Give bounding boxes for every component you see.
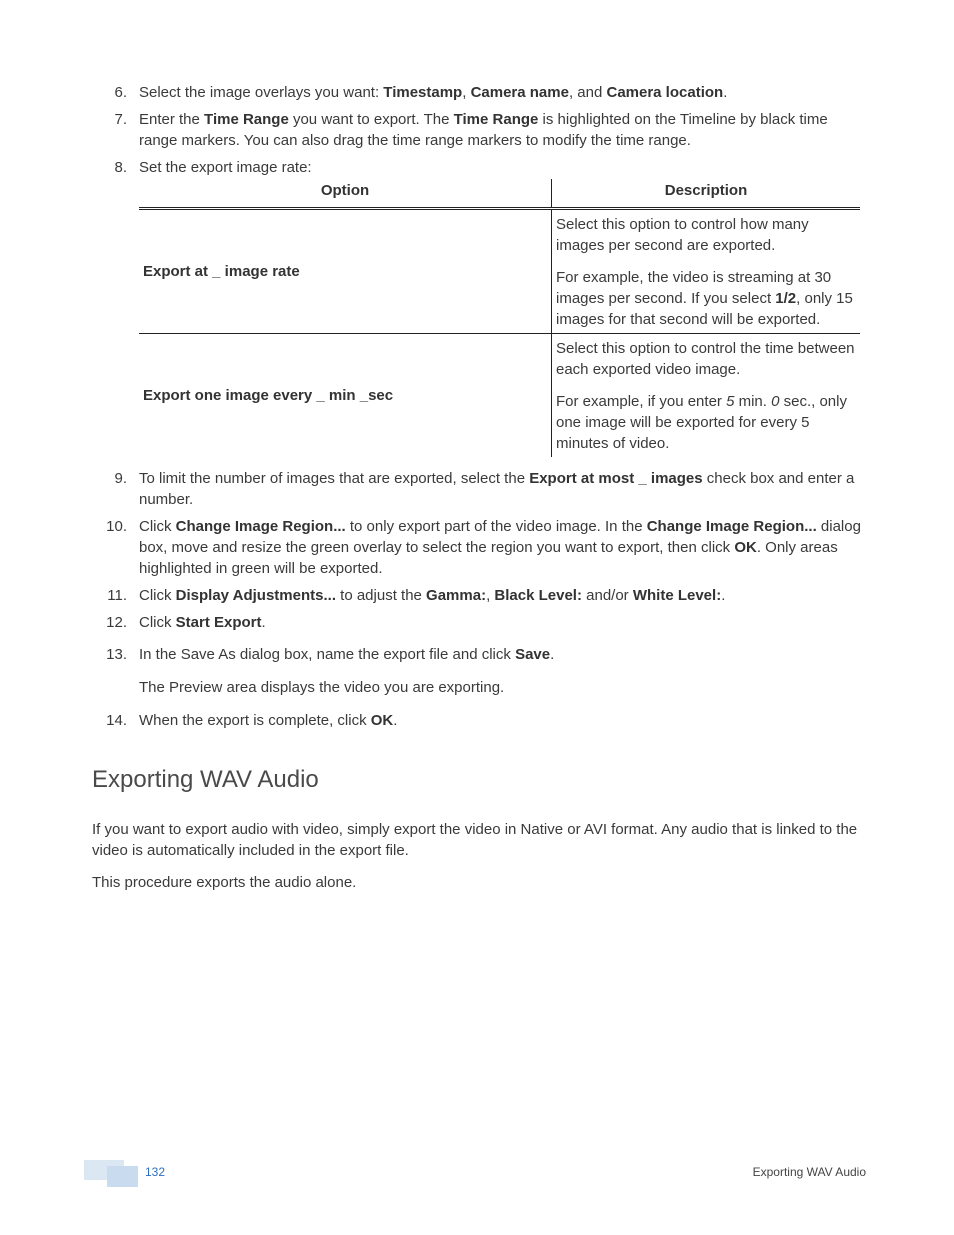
step-number: 14. — [106, 712, 127, 729]
section-paragraph: If you want to export audio with video, simply export the video in Native or AVI format. Any audio that is linked to the video is automatically included in the export file. — [92, 821, 858, 859]
step-7 — [92, 109, 862, 151]
step-text: Enter the Time Range you want to export. The Time Range is highlighted on the Timeline by black time range markers. You can also drag the time range markers to modify the time range. — [139, 111, 828, 149]
footer-section-title: Exporting WAV Audio — [752, 1165, 866, 1179]
step-10 — [92, 516, 862, 579]
step-13 — [92, 644, 862, 665]
table-row — [139, 209, 860, 334]
section-paragraph: This procedure exports the audio alone. — [92, 874, 357, 891]
option-cell: Export one image every _ min _sec — [143, 387, 394, 404]
step-13-note: The Preview area displays the video you are exporting. — [139, 679, 505, 696]
step-11 — [92, 585, 862, 606]
table-row — [139, 334, 860, 458]
step-text: To limit the number of images that are exported, select the Export at most _ images check box and enter a number. — [139, 470, 855, 508]
table-header-description: Description — [552, 179, 861, 209]
step-text: Click Display Adjustments... to adjust the Gamma:, Black Level: and/or White Level:. — [139, 587, 726, 604]
export-rate-table — [139, 179, 860, 457]
step-number: 8. — [114, 159, 127, 176]
step-text: Click Change Image Region... to only export part of the video image. In the Change Image Region... dialog box, move and resize the green overlay to select the region you want to export, then click OK. Only areas highlighted in green will be exported. — [139, 518, 861, 577]
step-text: In the Save As dialog box, name the export file and click Save. — [139, 646, 555, 663]
description-cell: Select this option to control the time between each exported video image. For example, if you enter 5 min. 0 sec., only one image will be exported for every 5 minutes of video. — [552, 334, 861, 458]
step-number: 6. — [114, 84, 127, 101]
step-number: 11. — [107, 587, 127, 604]
step-12 — [92, 612, 862, 633]
footer-accent-block — [107, 1166, 138, 1187]
description-cell: Select this option to control how many images per second are exported. For example, the video is streaming at 30 images per second. If you select 1/2, only 15 images for that second will be exported. — [552, 209, 861, 334]
step-14 — [92, 710, 862, 731]
page-number: 132 — [145, 1165, 166, 1179]
step-number: 13. — [106, 646, 127, 663]
step-text: Select the image overlays you want: Timestamp, Camera name, and Camera location. — [139, 84, 728, 101]
step-number: 9. — [114, 470, 127, 487]
table-header-option: Option — [139, 179, 552, 209]
step-number: 10. — [106, 518, 127, 535]
option-cell: Export at _ image rate — [139, 209, 552, 334]
step-9 — [92, 468, 862, 510]
step-6 — [92, 82, 862, 103]
step-text: When the export is complete, click OK. — [139, 712, 398, 729]
step-text: Set the export image rate: — [139, 159, 312, 176]
step-8 — [92, 157, 862, 178]
step-text: Click Start Export. — [139, 614, 266, 631]
section-heading: Exporting WAV Audio — [92, 766, 319, 793]
step-number: 7. — [114, 111, 127, 128]
step-number: 12. — [106, 614, 127, 631]
